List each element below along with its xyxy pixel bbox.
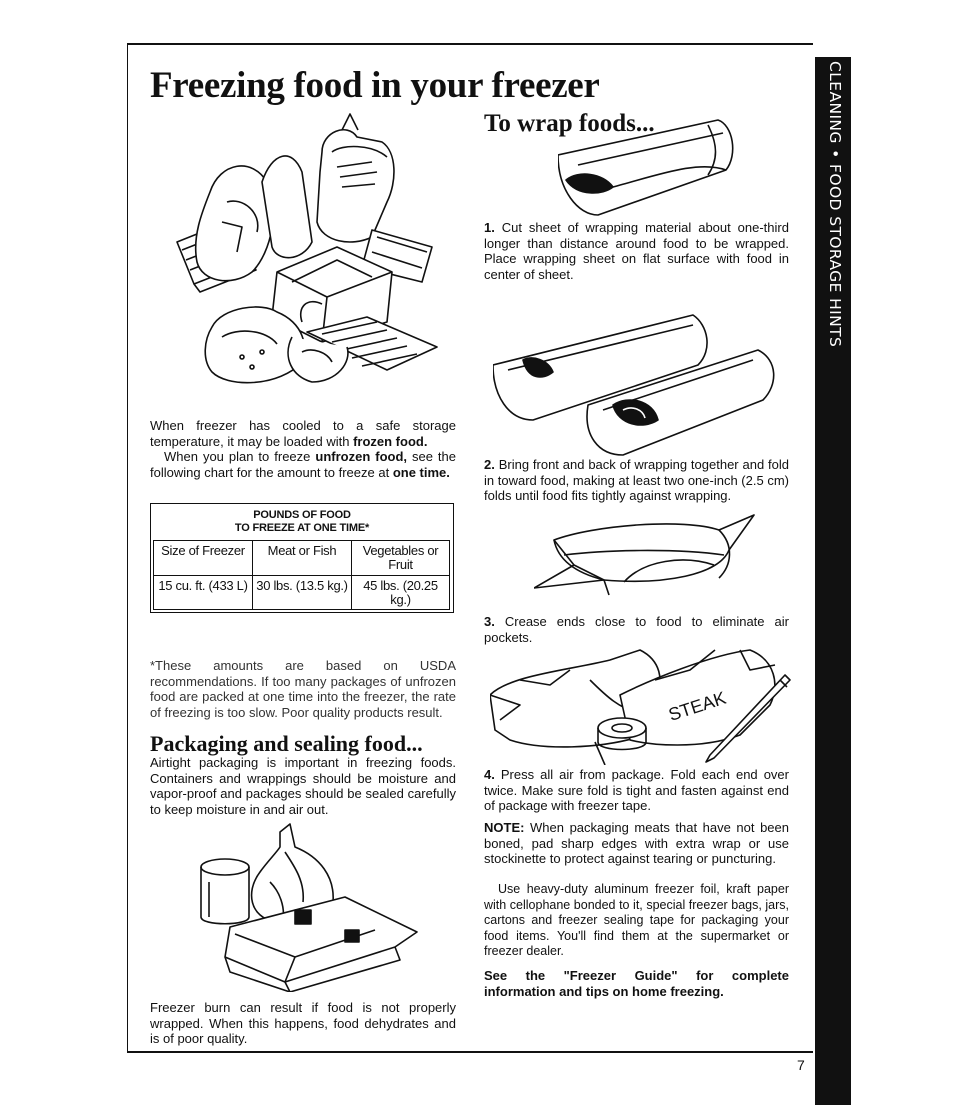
packaging-heading: Packaging and sealing food... [150,731,423,756]
wrap-step-3: 3. Crease ends close to food to eliminate air pockets. [484,614,789,645]
steak-label: STEAK [666,687,729,725]
table-cell-vegetables: 45 lbs. (20.25 kg.) [351,575,450,610]
sidebar-label: CLEANING • FOOD STORAGE HINTS [826,61,844,348]
wrap-step-1-illustration [558,115,748,220]
wrap-note: NOTE: When packaging meats that have not been boned, pad sharp edges with extra wrap or use stockinette to protect against tearing or puncturing. [484,820,789,867]
wrap-step-1: 1. Cut sheet of wrapping material about one-third longer than distance around food to be wrapped. Place wrapping sheet on flat surface with food in center of sheet. [484,220,789,282]
table-header-vegetables: Vegetables or Fruit [351,540,450,576]
page-title: Freezing food in your freezer [150,65,600,106]
wrap-supplies-paragraph: Use heavy-duty aluminum freezer foil, kraft paper with cellophane bonded to it, special freezer bags, jars, cartons and freezer sealing tape for packaging your food items. You'll find them at the supermarket or freezer dealer. [484,882,789,959]
intro-paragraph-1: When freezer has cooled to a safe storage temperature, it may be loaded with frozen food. [150,418,456,449]
wrap-heading: To wrap foods... [484,110,655,137]
wrap-step-2: 2. Bring front and back of wrapping together and fold in toward food, making at least two one-inch (2.5 cm) folds until food fits tightly against wrapping. [484,457,789,504]
packaging-paragraph-2: Freezer burn can result if food is not properly wrapped. When this happens, food dehydrates and is of poor quality. [150,1000,456,1047]
table-title: POUNDS OF FOOD TO FREEZE AT ONE TIME* [234,509,370,534]
wrap-step-4-illustration [490,640,795,765]
wrap-step-2-illustration [493,310,783,460]
freezer-guide-reference: See the "Freezer Guide" for complete information and tips on home freezing. [484,968,789,999]
wrap-step-4: 4. Press all air from package. Fold each end over twice. Make sure fold is tight and fasten against end of package with freezer tape. [484,767,789,814]
frozen-food-illustration [172,112,462,402]
wrap-step-3-illustration [534,510,759,600]
freeze-amount-table [150,503,454,613]
table-header-meat: Meat or Fish [252,540,352,576]
table-header-size: Size of Freezer [153,540,253,576]
page-number: 7 [797,1057,805,1073]
intro-paragraph-2: When you plan to freeze unfrozen food, see the following chart for the amount to freeze at one time. [150,449,456,480]
packaging-paragraph-1: Airtight packaging is important in freezing foods. Containers and wrappings should be moisture and vapor-proof and packages should be sealed carefully to keep moisture in and air out. [150,755,456,817]
table-footnote: *These amounts are based on USDA recommendations. If too many packages of unfrozen food are packed at one time into the freezer, the rate of freezing is too slow. Poor quality products result. [150,658,456,720]
packaging-illustration [195,822,425,992]
table-cell-size: 15 cu. ft. (433 L) [153,575,253,610]
table-cell-meat: 30 lbs. (13.5 kg.) [252,575,352,610]
